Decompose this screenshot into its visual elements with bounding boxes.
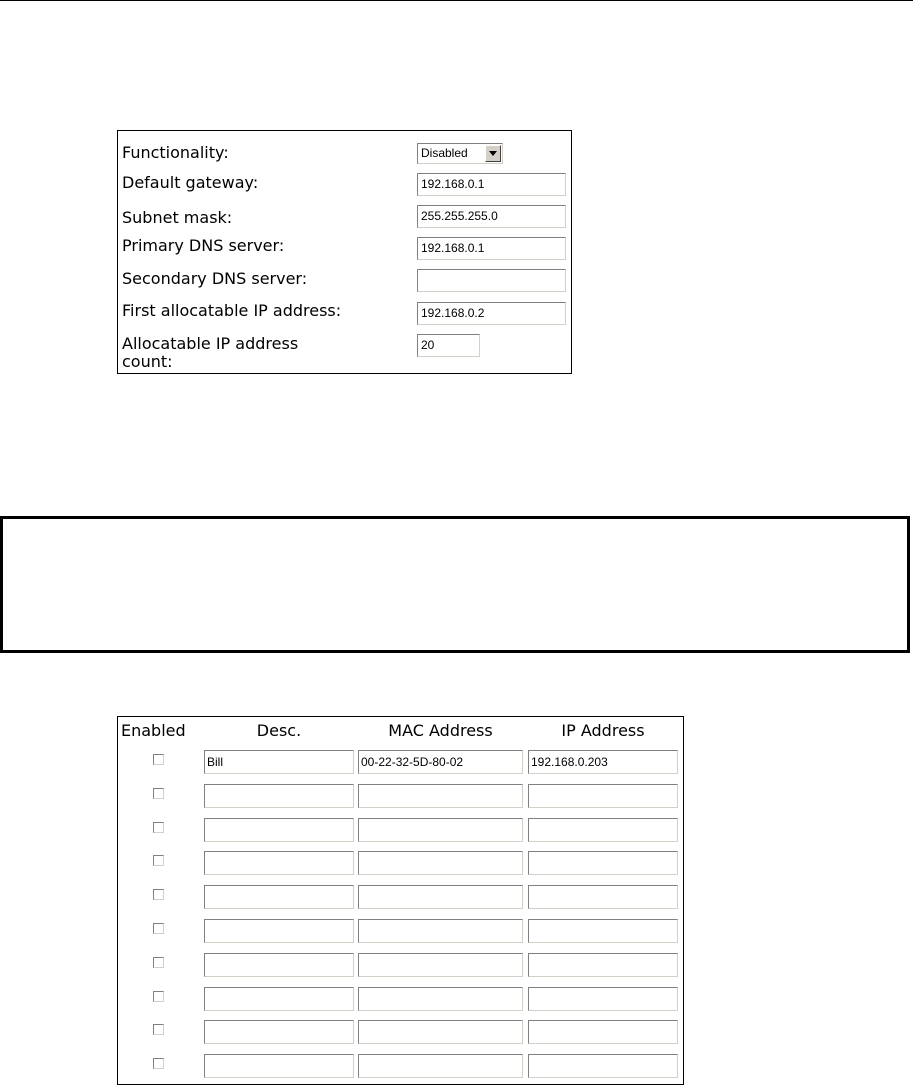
header-desc: Desc. [256, 721, 302, 740]
ip-field[interactable] [528, 885, 678, 909]
desc-field[interactable] [204, 818, 354, 842]
header-enabled: Enabled [121, 721, 186, 740]
default-gateway-field[interactable]: 192.168.0.1 [417, 173, 566, 196]
mac-field[interactable]: 00-22-32-5D-80-02 [358, 750, 523, 774]
secondary-dns-label: Secondary DNS server: [122, 269, 308, 288]
ip-field[interactable] [528, 784, 678, 808]
enabled-checkbox[interactable] [153, 923, 164, 934]
functionality-select[interactable] [417, 143, 503, 164]
ip-count-label-line2: count: [122, 352, 173, 371]
chevron-down-icon[interactable] [485, 145, 501, 162]
dhcp-settings-panel [117, 130, 572, 374]
enabled-checkbox[interactable] [153, 991, 164, 1002]
enabled-checkbox[interactable] [153, 1058, 164, 1069]
secondary-dns-field[interactable] [417, 269, 566, 292]
desc-field[interactable] [204, 953, 354, 977]
ip-count-label-line1: Allocatable IP address [122, 334, 299, 353]
mac-field[interactable] [358, 1020, 523, 1044]
functionality-label: Functionality: [122, 143, 229, 162]
ip-field[interactable] [528, 818, 678, 842]
ip-field[interactable] [528, 1054, 678, 1078]
mac-field[interactable] [358, 851, 523, 875]
ip-field[interactable] [528, 1020, 678, 1044]
mac-field[interactable] [358, 818, 523, 842]
first-ip-field[interactable]: 192.168.0.2 [417, 302, 566, 325]
enabled-checkbox[interactable] [153, 855, 164, 866]
enabled-checkbox[interactable] [153, 889, 164, 900]
mac-field[interactable] [358, 885, 523, 909]
ip-field[interactable]: 192.168.0.203 [528, 750, 678, 774]
static-dhcp-table [117, 716, 684, 1085]
top-rule [0, 0, 913, 1]
desc-field[interactable] [204, 885, 354, 909]
functionality-select-value: Disabled [421, 146, 468, 160]
desc-field[interactable] [204, 1054, 354, 1078]
primary-dns-label: Primary DNS server: [122, 236, 285, 255]
enabled-checkbox[interactable] [153, 754, 164, 765]
mac-field[interactable] [358, 784, 523, 808]
ip-count-field[interactable]: 20 [417, 334, 480, 357]
desc-field[interactable] [204, 784, 354, 808]
header-mac: MAC Address [388, 721, 493, 740]
enabled-checkbox[interactable] [153, 822, 164, 833]
ip-field[interactable] [528, 919, 678, 943]
subnet-mask-field[interactable]: 255.255.255.0 [417, 205, 566, 228]
enabled-checkbox[interactable] [153, 1024, 164, 1035]
desc-field[interactable] [204, 851, 354, 875]
subnet-mask-label: Subnet mask: [122, 208, 233, 227]
enabled-checkbox[interactable] [153, 957, 164, 968]
note-box [0, 516, 910, 653]
enabled-checkbox[interactable] [153, 788, 164, 799]
mac-field[interactable] [358, 919, 523, 943]
mac-field[interactable] [358, 987, 523, 1011]
ip-field[interactable] [528, 987, 678, 1011]
primary-dns-field[interactable]: 192.168.0.1 [417, 237, 566, 260]
mac-field[interactable] [358, 953, 523, 977]
first-ip-label: First allocatable IP address: [122, 301, 342, 320]
default-gateway-label: Default gateway: [122, 173, 259, 192]
desc-field[interactable] [204, 1020, 354, 1044]
desc-field[interactable] [204, 919, 354, 943]
desc-field[interactable] [204, 987, 354, 1011]
header-ip: IP Address [561, 721, 645, 740]
ip-field[interactable] [528, 851, 678, 875]
desc-field[interactable]: Bill [204, 750, 354, 774]
mac-field[interactable] [358, 1054, 523, 1078]
ip-field[interactable] [528, 953, 678, 977]
